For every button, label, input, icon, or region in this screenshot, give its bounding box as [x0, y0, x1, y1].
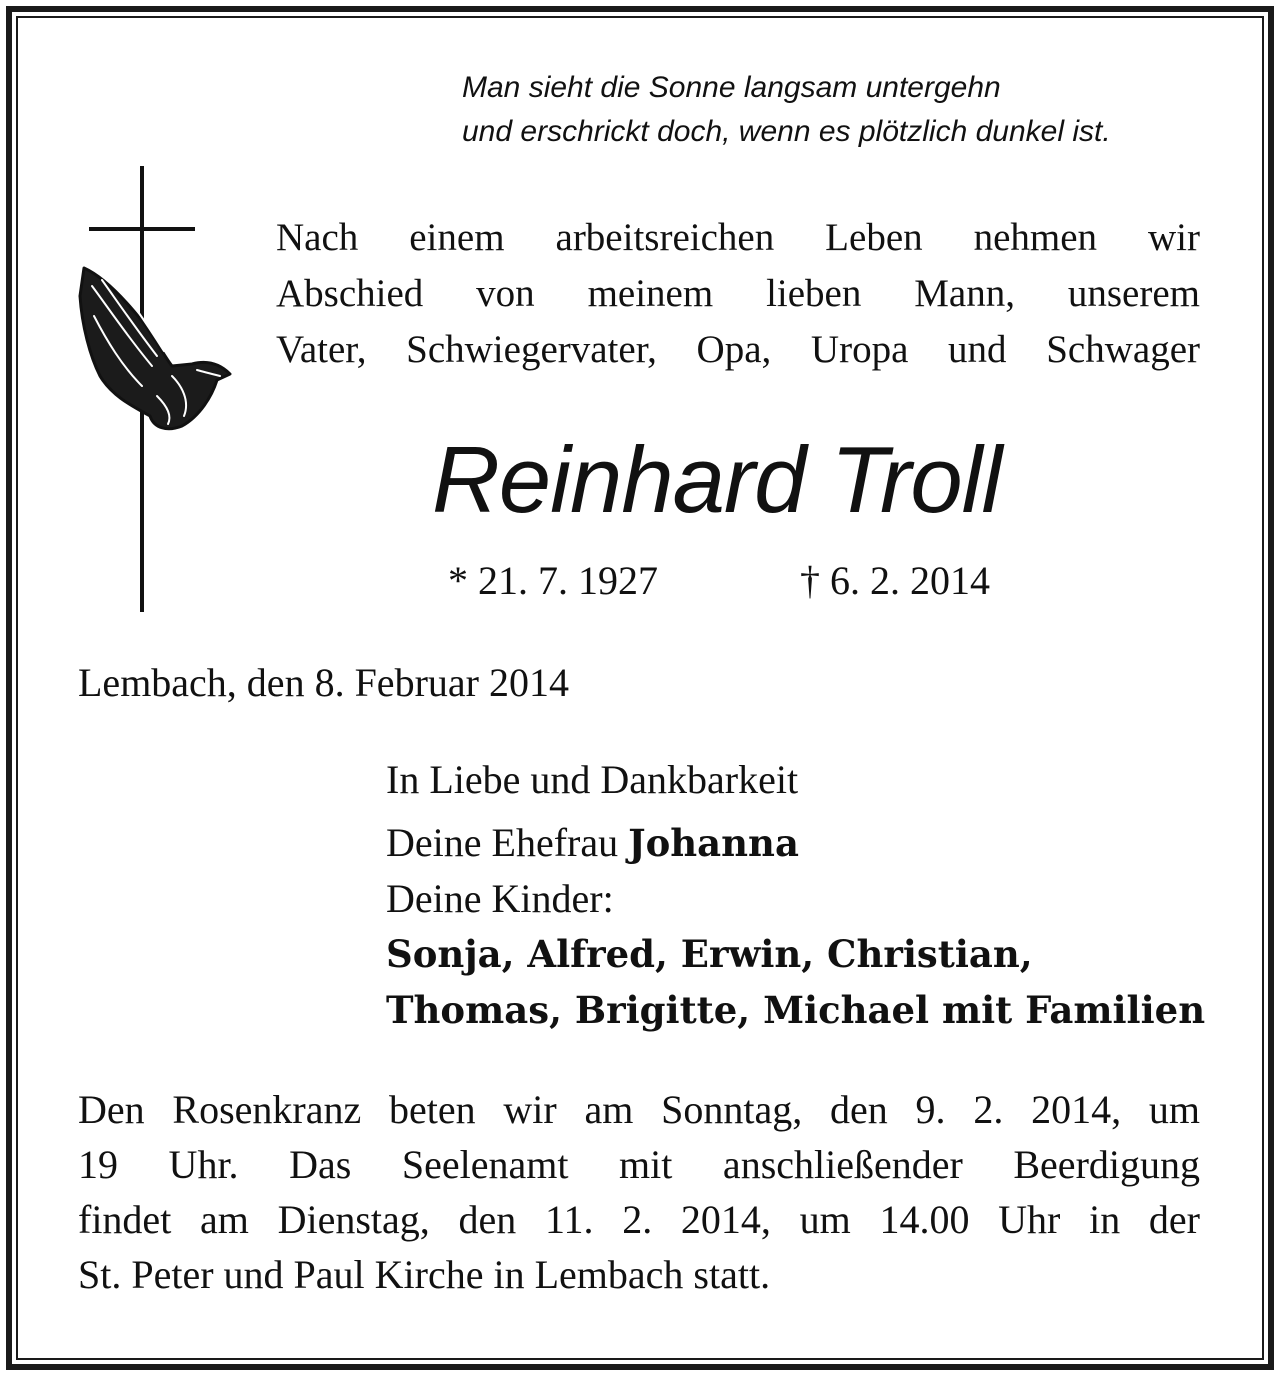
children-line-2: Thomas, Brigitte, Michael mit Familien — [386, 988, 1206, 1032]
children-label: Deine Kinder: — [386, 876, 614, 921]
service-line-2: 19 Uhr. Das Seelenamt mit anschließender Beerdigung — [78, 1142, 1200, 1187]
wife-name: Johanna — [628, 821, 799, 865]
intro-text — [276, 210, 1200, 378]
intro-line-2: Abschied von meinem lieben Mann, unserem — [276, 272, 1200, 315]
family-signature — [386, 752, 1206, 1038]
service-notice — [78, 1082, 1200, 1302]
intro-line-3: Vater, Schwiegervater, Opa, Uropa und Schwager — [276, 328, 1200, 371]
service-line-1: Den Rosenkranz beten wir am Sonntag, den 9. 2. 2014, um — [78, 1087, 1200, 1132]
death-date: † 6. 2. 2014 — [800, 558, 990, 603]
closing-phrase: In Liebe und Dankbarkeit — [386, 757, 799, 802]
place-and-date: Lembach, den 8. Februar 2014 — [78, 660, 569, 705]
motto-quote — [462, 66, 1222, 154]
wife-prefix: Deine Ehefrau — [386, 820, 619, 865]
children-line-1: Sonja, Alfred, Erwin, Christian, — [386, 932, 1033, 976]
service-line-4: St. Peter und Paul Kirche in Lembach statt. — [78, 1252, 771, 1297]
wife-line — [386, 815, 1206, 871]
intro-line-1: Nach einem arbeitsreichen Leben nehmen wir — [276, 216, 1200, 259]
birth-date: * 21. 7. 1927 — [448, 558, 658, 603]
motto-line-1: Man sieht die Sonne langsam untergehn — [462, 71, 1001, 104]
motto-line-2: und erschrickt doch, wenn es plötzlich dunkel ist. — [462, 115, 1111, 148]
praying-hands-icon — [72, 256, 242, 446]
deceased-name: Reinhard Troll — [432, 427, 1002, 532]
service-line-3: findet am Dienstag, den 11. 2. 2014, um 14.00 Uhr in der — [78, 1197, 1200, 1242]
